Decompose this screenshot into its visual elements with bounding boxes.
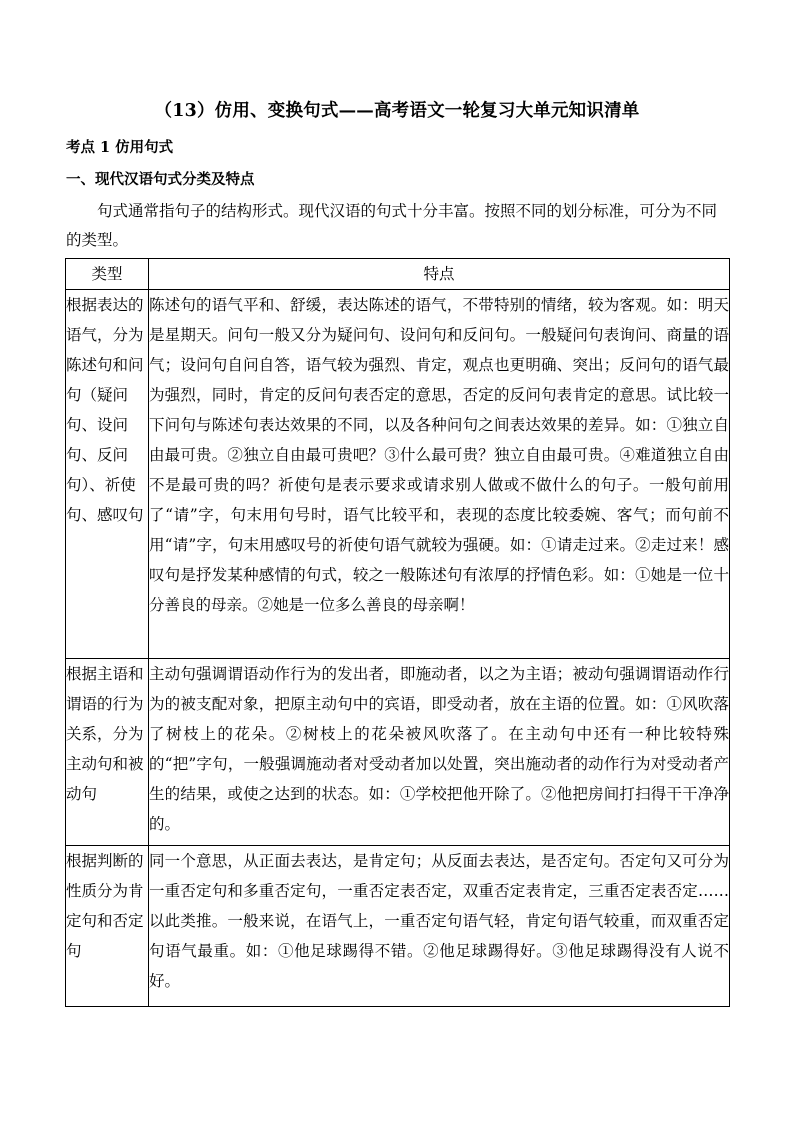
table-row (66, 846, 730, 1007)
subsection-heading: 一、现代汉语句式分类及特点 (66, 171, 255, 188)
row-description: 同一个意思，从正面去表达，是肯定句；从反面去表达，是否定句。否定句又可分为一重否定句和多重否定句，一重否定表否定，双重否定表肯定，三重否定表否定……以此类推。一般来说，在语气上，一重否定句语气轻，肯定句语气较重，而双重否定句语气最重。如：①他足球踢得不错。②他足球踢得好。③他足球踢得没有人说不好。 (149, 846, 730, 1007)
document-title: （13）仿用、变换句式——高考语文一轮复习大单元知识清单 (154, 101, 640, 121)
section-heading: 考点 1 仿用句式 (66, 139, 174, 156)
table-row (66, 659, 730, 846)
column-header-feature: 特点 (149, 259, 730, 290)
row-category: 根据表达的语气，分为陈述句和问句（疑问句、设问句、反问句）、祈使句、感叹句 (66, 290, 149, 659)
row-description: 主动句强调谓语动作行为的发出者，即施动者，以之为主语；被动句强调谓语动作行为的被支配对象，把原主动句中的宾语，即受动者，放在主语的位置。如：①风吹落了树枝上的花朵。②树枝上的花朵被风吹落了。在主动句中还有一种比较特殊的“把”字句，一般强调施动者对受动者加以处置，突出施动者的动作行为对受动者产生的结果，或使之达到的状态。如：①学校把他开除了。②他把房间打扫得干干净净的。 (149, 659, 730, 846)
row-category: 根据主语和谓语的行为关系，分为主动句和被动句 (66, 659, 149, 846)
row-description: 陈述句的语气平和、舒缓，表达陈述的语气，不带特别的情绪，较为客观。如：明天是星期天。问句一般又分为疑问句、设问句和反问句。一般疑问句表询问、商量的语气；设问句自问自答，语气较为强烈、肯定，观点也更明确、突出；反问句的语气最为强烈，同时，肯定的反问句表否定的意思，否定的反问句表肯定的意思。试比较一下问句与陈述句表达效果的不同，以及各种问句之间表达效果的差异。如：①独立自由最可贵。②独立自由最可贵吧？③什么最可贵？独立自由最可贵。④难道独立自由不是最可贵的吗？祈使句是表示要求或请求别人做或不做什么的句子。一般句前用了“请”字，句末用句号时，语气比较平和，表现的态度比较委婉、客气；而句前不用“请”字，句末用感叹号的祈使句语气就较为强硬。如：①请走过来。②走过来！感叹句是抒发某种感情的句式，较之一般陈述句有浓厚的抒情色彩。如：①她是一位十分善良的母亲。②她是一位多么善良的母亲啊！ (149, 290, 730, 659)
row-category: 根据判断的性质分为肯定句和否定句 (66, 846, 149, 1007)
intro-paragraph: 句式通常指句子的结构形式。现代汉语的句式十分丰富。按照不同的划分标准，可分为不同的类型。 (66, 202, 718, 249)
table-header-row (66, 259, 730, 290)
sentence-types-table (65, 258, 730, 1007)
column-header-type: 类型 (66, 259, 149, 290)
table-row (66, 290, 730, 659)
